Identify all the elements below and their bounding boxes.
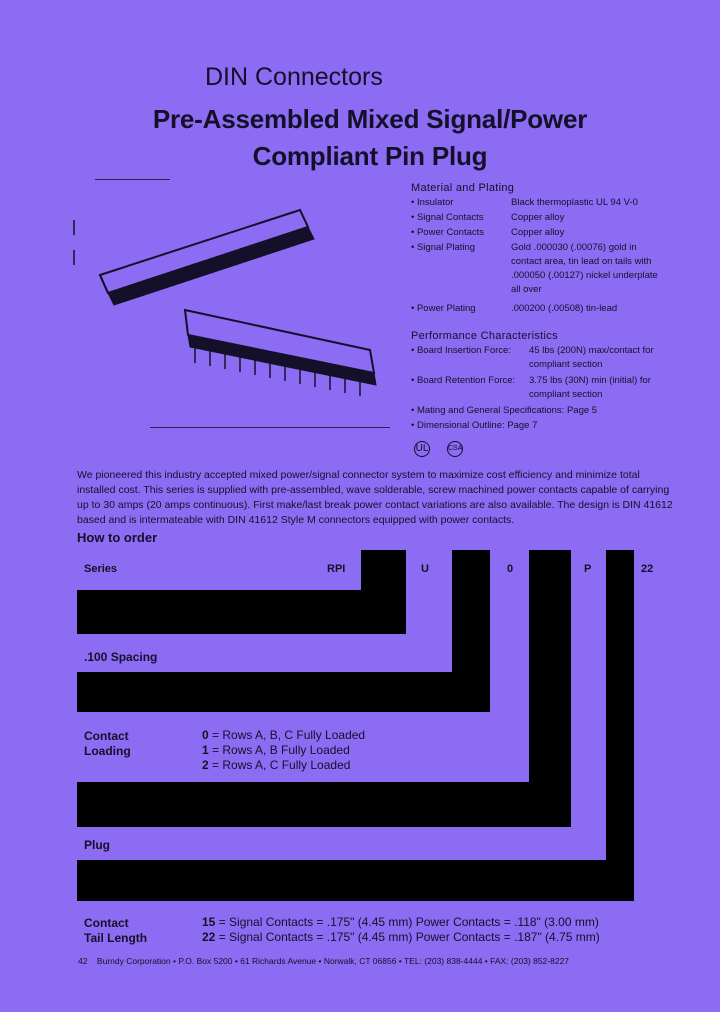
code-part-loading: 0 [507, 563, 514, 575]
connector-drawing [70, 175, 390, 430]
spec-label: • Insulator [411, 197, 454, 208]
tail-option: 22 = Signal Contacts = .175" (4.45 mm) Power Contacts = .187" (4.75 mm) [202, 930, 600, 944]
plug-horizontal-bar [77, 860, 634, 901]
spec-value: 45 lbs (200N) max/contact for compliant section [529, 345, 654, 370]
code-part-series: RPI [327, 563, 346, 575]
spec-value: Gold .000030 (.00076) gold in contact area, tin lead on tails with .000050 (.00127) nickel underplate all over [511, 242, 658, 295]
spec-label: • Power Plating [411, 303, 476, 314]
loading-option: 0 = Rows A, B, C Fully Loaded [202, 728, 366, 742]
tail-option: 15 = Signal Contacts = .175" (4.45 mm) Power Contacts = .118" (3.00 mm) [202, 915, 599, 929]
spec-label: • Board Insertion Force: [411, 345, 511, 356]
materials-list [411, 196, 671, 321]
materials-section [411, 182, 671, 321]
loading-horizontal-bar [77, 782, 571, 827]
series-horizontal-bar [77, 590, 406, 634]
code-part-plug: P [584, 563, 592, 575]
code-part-spacing: U [421, 563, 429, 575]
spec-label: • Signal Contacts [411, 212, 484, 223]
spec-label: • Mating and General Specifications: Page 5 [411, 405, 598, 416]
code-part-tail: 22 [641, 563, 654, 575]
footer [78, 956, 569, 966]
spec-value: 3.75 lbs (30N) min (initial) for compliant section [529, 375, 651, 400]
performance-section [411, 330, 681, 434]
main-title-line1: Pre-Assembled Mixed Signal/Power [152, 104, 588, 134]
spec-label: • Power Contacts [411, 227, 485, 238]
spec-label: • Signal Plating [411, 242, 476, 253]
loading-option: 1 = Rows A, B Fully Loaded [202, 743, 350, 757]
plug-vertical-block [606, 550, 634, 901]
spacing-horizontal-bar [77, 672, 490, 712]
intro-paragraph: We pioneered this industry accepted mixed power/signal connector system to maximize cost efficiency and minimize total installed cost. This series is supplied with pre-assembled, wave solderable, screw machined power contacts capable of carrying up to 30 amps (20 amps continuous). First make/last break power contact variations are also available. The design is DIN 41612 based and is intermateable with DIN 41612 Style M connectors equipped with power contacts. [77, 469, 673, 526]
spec-label: • Dimensional Outline: Page 7 [411, 420, 538, 431]
contact-loading-options [202, 728, 365, 773]
spec-value: .000200 (.00508) tin-lead [511, 303, 618, 314]
spec-value: Copper alloy [511, 212, 565, 223]
series-label: Series [84, 563, 118, 575]
materials-heading: Material and Plating [411, 182, 515, 194]
contact-loading-label: Contact Loading [84, 729, 131, 758]
spec-value: Copper alloy [511, 227, 565, 238]
spec-label: • Board Retention Force: [411, 375, 516, 386]
bottom-rule [150, 427, 390, 428]
performance-list [411, 344, 681, 434]
main-title-line2: Compliant Pin Plug [252, 141, 488, 171]
spacing-label: .100 Spacing [84, 650, 158, 664]
loading-option: 2 = Rows A, C Fully Loaded [202, 758, 351, 772]
tail-length-options [202, 915, 600, 945]
section-title: DIN Connectors [205, 63, 383, 91]
company-info: Burndy Corporation • P.O. Box 5200 • 61 Richards Avenue • Norwalk, CT 06856 • TEL: (203) 838-4444 • FAX: (203) 852-8227 [96, 956, 570, 966]
product-illustration [70, 175, 390, 430]
ul-listed-icon: UL [414, 441, 430, 457]
plug-label: Plug [84, 838, 110, 852]
spec-value: Black thermoplastic UL 94 V-0 [511, 197, 638, 208]
performance-heading: Performance Characteristics [411, 330, 558, 342]
page-number: 42 [78, 956, 88, 966]
tail-length-label: Contact Tail Length [84, 916, 148, 945]
how-to-order-heading: How to order [77, 530, 158, 545]
csa-certified-icon: CSA [447, 441, 463, 457]
